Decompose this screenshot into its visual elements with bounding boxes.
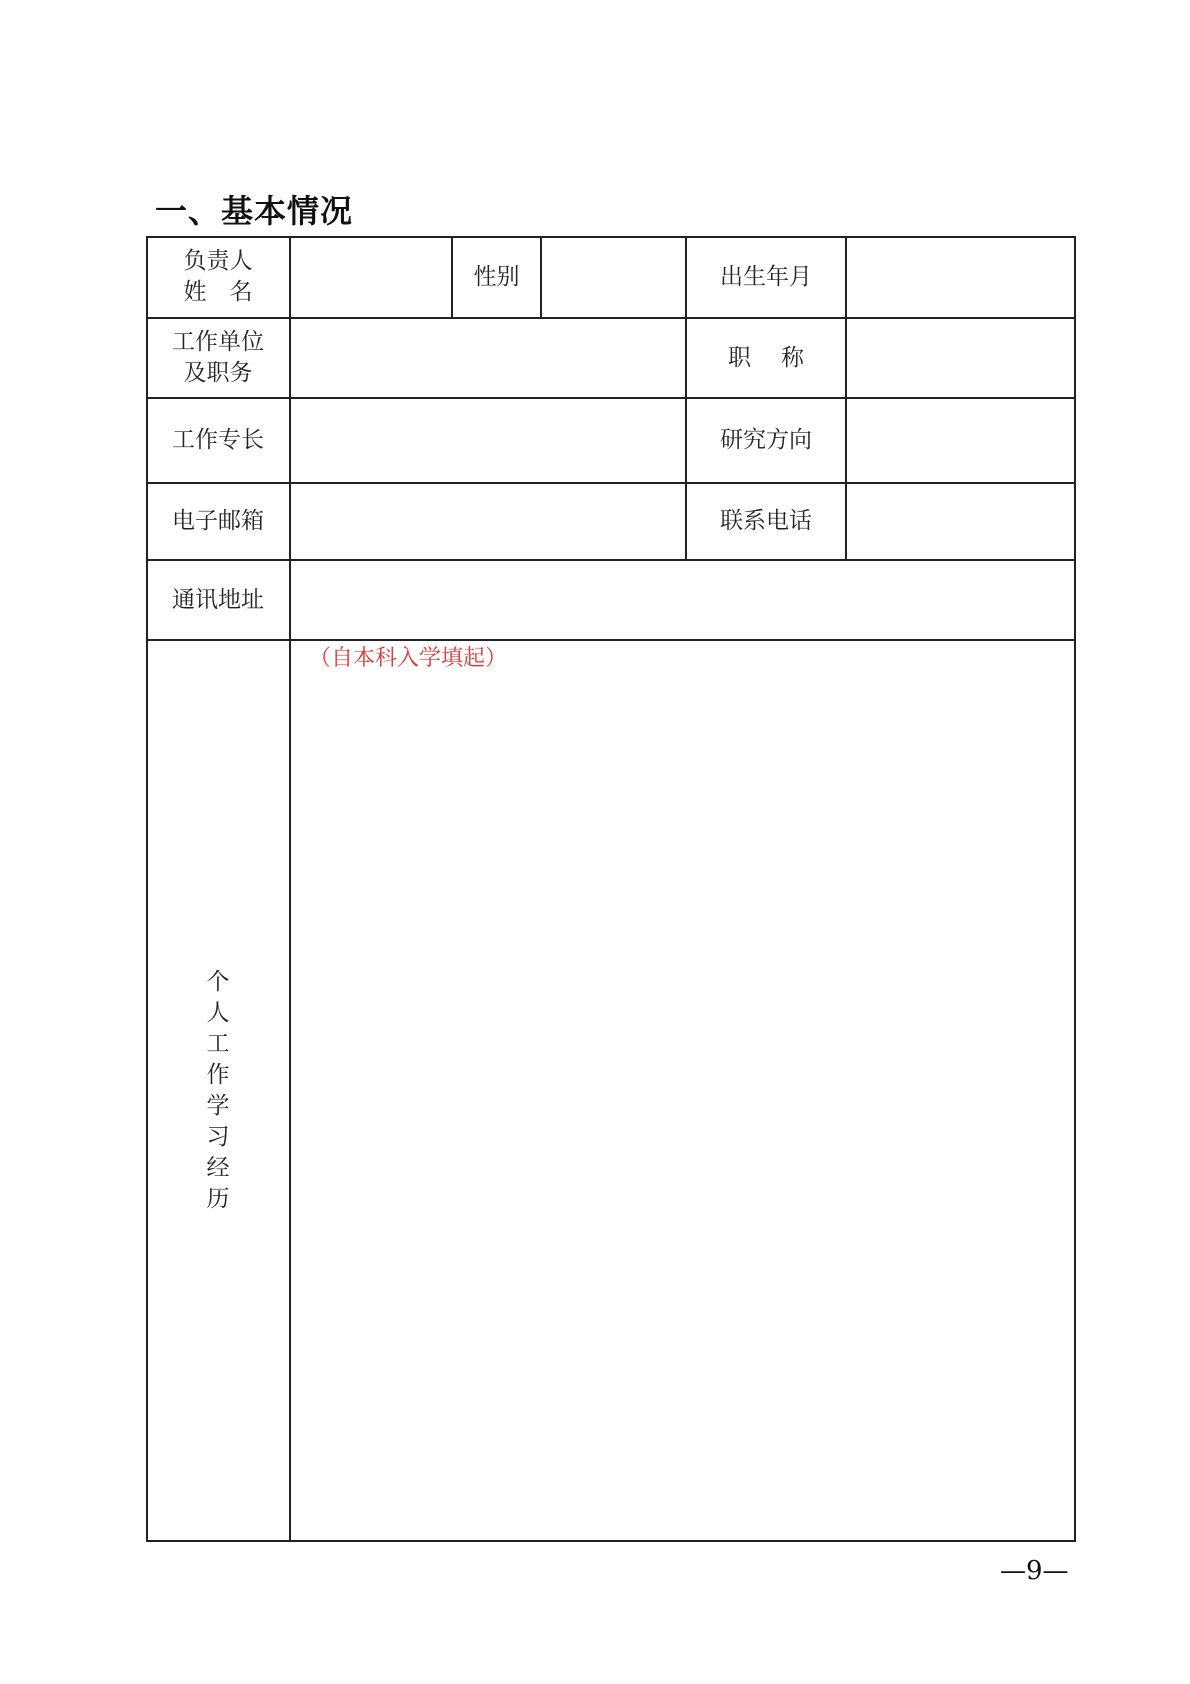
personal-history-label <box>146 640 290 1542</box>
birth-field[interactable] <box>848 238 1074 316</box>
research-direction-field[interactable] <box>848 400 1074 481</box>
phone-label: 联系电话 <box>720 508 812 534</box>
history-label-char: 工 <box>206 1031 230 1057</box>
gender-field[interactable] <box>543 238 684 316</box>
personal-history-field[interactable] <box>292 676 1074 1540</box>
phone-field[interactable] <box>848 485 1074 558</box>
research-direction-label: 研究方向 <box>720 427 812 453</box>
gender-label: 性别 <box>473 263 520 290</box>
specialty-field[interactable] <box>292 400 684 481</box>
birth-label: 出生年月 <box>720 263 812 290</box>
history-label-char: 学 <box>206 1093 230 1119</box>
page-number: —9— <box>1000 1556 1069 1586</box>
work-unit-field[interactable] <box>292 320 684 396</box>
responsible-name-label: 负责人 姓 名 <box>183 248 253 305</box>
history-label-char: 人 <box>206 1000 230 1026</box>
basic-info-form <box>146 236 1076 1542</box>
address-label: 通讯地址 <box>172 586 264 613</box>
history-hint: （自本科入学填起） <box>309 646 508 671</box>
professional-title-label: 职称 <box>728 344 834 371</box>
history-label-char: 作 <box>206 1062 230 1088</box>
section-title: 一、基本情况 <box>155 192 354 230</box>
email-label: 电子邮箱 <box>172 508 264 534</box>
professional-title-field[interactable] <box>848 320 1074 396</box>
history-label-char: 历 <box>206 1186 230 1212</box>
email-field[interactable] <box>292 485 684 558</box>
responsible-name-field[interactable] <box>292 238 450 316</box>
work-unit-label: 工作单位 及职务 <box>172 329 264 386</box>
history-label-char: 个 <box>206 969 230 995</box>
address-field[interactable] <box>292 562 1074 638</box>
history-label-char: 经 <box>206 1155 230 1181</box>
history-label-char: 习 <box>206 1124 230 1150</box>
specialty-label: 工作专长 <box>172 427 264 453</box>
